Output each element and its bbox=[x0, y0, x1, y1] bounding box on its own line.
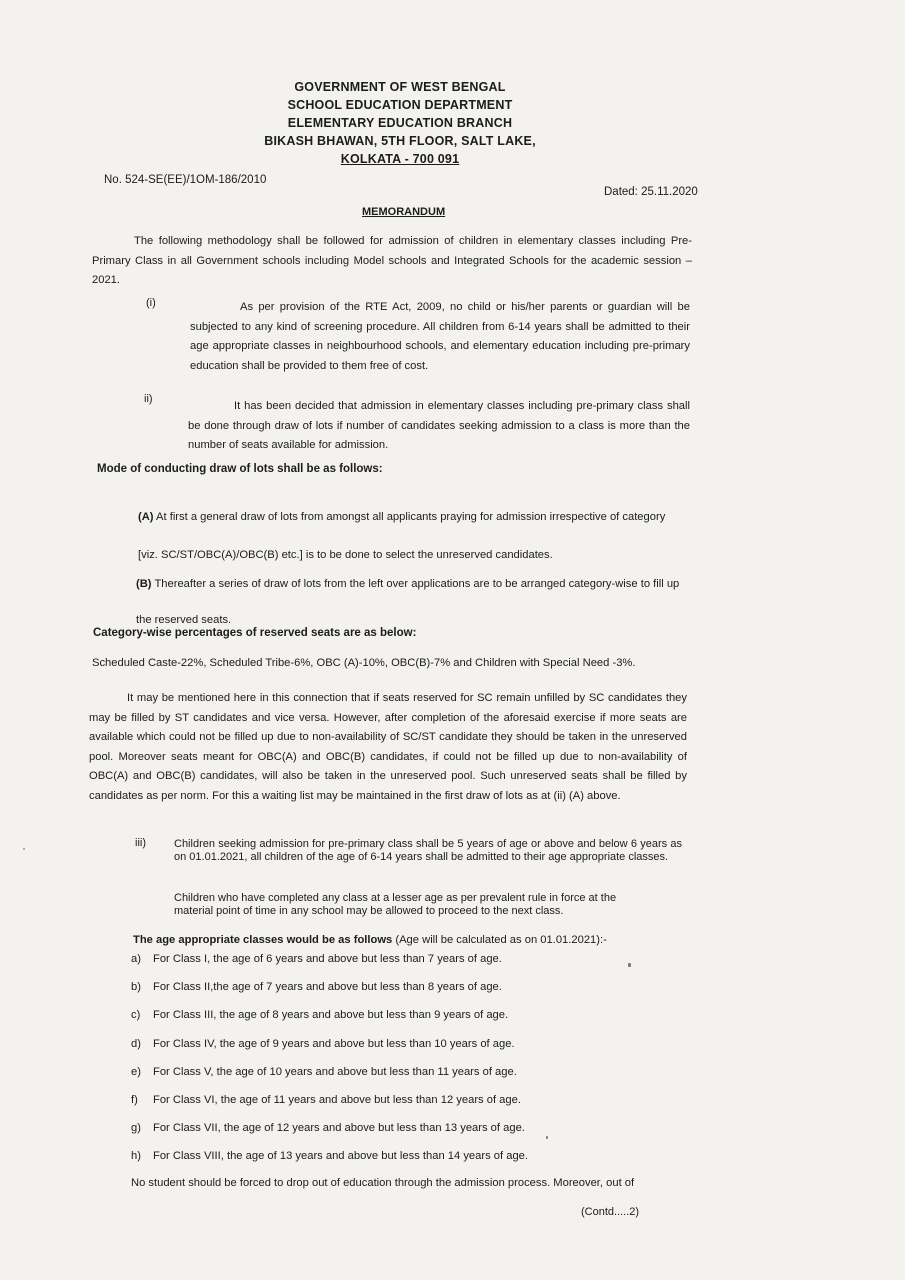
list-item: c) For Class III, the age of 8 years and above but less than 9 years of age. bbox=[131, 1009, 509, 1022]
category-heading: Category-wise percentages of reserved seats are as below: bbox=[93, 627, 417, 639]
memo-title: MEMORANDUM bbox=[362, 206, 446, 218]
point-i-text: As per provision of the RTE Act, 2009, no child or his/her parents or guardian will be subjected to any kind of screening procedure. All children from 6-14 years shall be admitted to their age appropriate classes in neighbourhood schools, and elementary education including pre-primary education shall be provided to them free of cost. bbox=[190, 301, 690, 372]
item-b-text: Thereafter a series of draw of lots from the left over applications are to be arranged category-wise to fill up the reserved seats. bbox=[136, 578, 680, 626]
intro-paragraph: The following methodology shall be followed for admission of children in elementary classes including Pre-Primary Class in all Government schools including Model schools and Integrated Schools for the academic session – 2021. bbox=[92, 235, 692, 286]
point-iii-text: Children seeking admission for pre-primary class shall be 5 years of age or above and below 6 years as on 01.01.2021, all children of the age of 6-14 years shall be admitted to their age appropriate classes. bbox=[174, 838, 682, 863]
point-ii-text: It has been decided that admission in elementary classes including pre-primary class shall be done through draw of lots if number of candidates seeking admission to a class is more than the number of seats available for admission. bbox=[188, 400, 690, 451]
letterhead-line-govt: GOVERNMENT OF WEST BENGAL bbox=[294, 80, 506, 94]
letterhead-line-branch: ELEMENTARY EDUCATION BRANCH bbox=[287, 116, 513, 130]
item-b-label: (B) bbox=[136, 578, 152, 590]
list-item: b) For Class II,the age of 7 years and above but less than 8 years of age. bbox=[131, 981, 502, 994]
letterhead-line-dept: SCHOOL EDUCATION DEPARTMENT bbox=[287, 98, 513, 112]
item-a-label: (A) bbox=[138, 511, 154, 523]
list-item: f) For Class VI, the age of 11 years and above but less than 12 years of age. bbox=[131, 1093, 521, 1106]
list-item: d) For Class IV, the age of 9 years and above but less than 10 years of age. bbox=[131, 1037, 515, 1050]
reference-number: No. 524-SE(EE)/1OM-186/2010 bbox=[104, 174, 267, 186]
point-ii-label: ii) bbox=[144, 393, 153, 405]
point-iii-note: Children who have completed any class at a lesser age as per prevalent rule in force at the material point of time in any school may be allowed to proceed to the next class. bbox=[174, 892, 617, 917]
age-list bbox=[131, 953, 691, 1179]
category-percentages: Scheduled Caste-22%, Scheduled Tribe-6%, OBC (A)-10%, OBC(B)-7% and Children with Special Need -3%. bbox=[92, 657, 636, 669]
age-heading-bold: The age appropriate classes would be as follows bbox=[133, 934, 393, 946]
item-a bbox=[138, 498, 688, 574]
point-iii-label: iii) bbox=[135, 837, 146, 849]
mode-heading: Mode of conducting draw of lots shall be as follows: bbox=[97, 463, 383, 475]
scan-speck bbox=[23, 848, 25, 850]
closing-line: No student should be forced to drop out of education through the admission process. Moreover, out of bbox=[131, 1177, 635, 1189]
continued-marker: (Contd.....2) bbox=[581, 1206, 640, 1218]
list-item: h) For Class VIII, the age of 13 years and above but less than 14 years of age. bbox=[131, 1150, 529, 1163]
age-heading bbox=[133, 934, 607, 946]
letterhead bbox=[200, 78, 600, 168]
letterhead-line-address: BIKASH BHAWAN, 5TH FLOOR, SALT LAKE, bbox=[264, 134, 536, 148]
date-line: Dated: 25.11.2020 bbox=[604, 186, 698, 198]
letterhead-line-city: KOLKATA - 700 091 bbox=[340, 152, 460, 166]
scan-speck bbox=[628, 963, 631, 967]
reservation-paragraph: It may be mentioned here in this connection that if seats reserved for SC remain unfilled by SC candidates they may be filled by ST candidates and vice versa. However, after completion of the aforesaid exercise if more seats are available which could not be filled up due to non-availability of SC/ST candidate they should be taken in the unreserved pool. Moreover seats meant for OBC(A) and OBC(B) candidates, if could not be filled up due to non-availability of OBC(A) and OBC(B) candidates, will also be taken in the unreserved pool. Such unreserved seats shall be filled by candidates as per norm. For this a waiting list may be maintained in the first draw of lots as at (ii) (A) above. bbox=[89, 692, 687, 802]
list-item: a) For Class I, the age of 6 years and above but less than 7 years of age. bbox=[131, 953, 502, 965]
age-heading-rest: (Age will be calculated as on 01.01.2021):- bbox=[392, 934, 607, 946]
point-i-label: (i) bbox=[146, 297, 156, 309]
list-item: e) For Class V, the age of 10 years and above but less than 11 years of age. bbox=[131, 1065, 517, 1078]
item-a-text: At first a general draw of lots from amongst all applicants praying for admission irrespective of category [viz. SC/ST/OBC(A)/OBC(B) etc.] is to be done to select the unreserved candidates. bbox=[138, 511, 666, 561]
list-item: g) For Class VII, the age of 12 years and above but less than 13 years of age. bbox=[131, 1122, 525, 1135]
scan-speck bbox=[546, 1136, 548, 1139]
